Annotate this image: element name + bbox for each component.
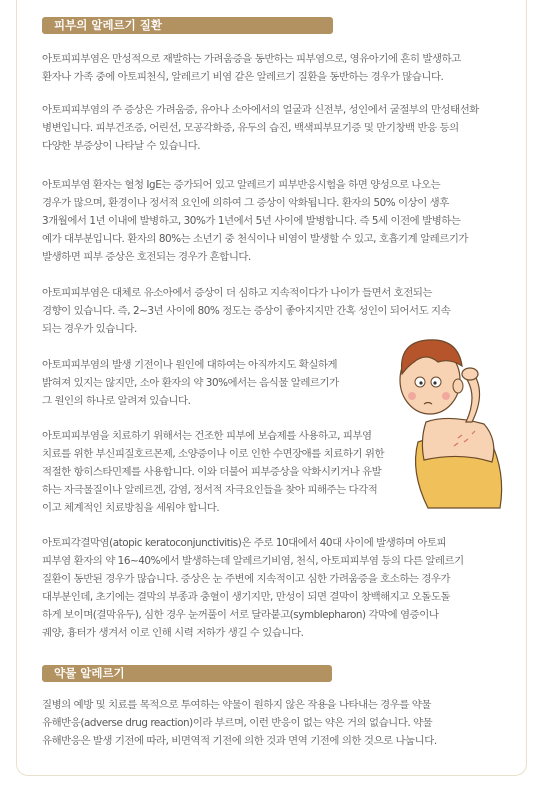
section-title: 약물 알레르기: [54, 666, 125, 680]
text-line: 하는 자극물질이나 알레르겐, 감염, 정서적 자극요인들을 찾아 피해주는 다각적: [42, 484, 378, 496]
text-line: 그 원인의 하나로 알려져 있습니다.: [42, 395, 191, 407]
text-line: 아토피피부염의 발생 기전이나 원인에 대하여는 아직까지도 확실하게: [42, 359, 338, 371]
paragraph: [42, 101, 479, 155]
text-line: 아토피각결막염(atopic keratoconjunctivitis)은 주로 10대에서 40대 사이에 발생하며 아토피: [42, 537, 447, 549]
text-line: 질병의 예방 및 치료를 목적으로 투여하는 약물이 원하지 않은 작용을 나타내는 경우를 약물: [42, 699, 431, 711]
text-line: 피부염 환자의 약 16~40%에서 발생하는데 알레르기비염, 천식, 아토피피부염 등의 다른 알레르기: [42, 555, 464, 567]
scratching-boy-illustration: [388, 322, 508, 512]
text-line: 3개월에서 1년 이내에 발병하고, 30%가 1년에서 5년 사이에 발병합니다. 즉 5세 이전에 발병하는: [42, 215, 461, 227]
text-line: 하게 보이며(결막유두), 심한 경우 눈꺼풀이 서로 달라붙고(symblepharon) 각막에 염증이나: [42, 609, 439, 621]
paragraph: [42, 696, 437, 750]
text-line: 되는 경우가 있습니다.: [42, 323, 137, 335]
boy-arm: [466, 374, 480, 422]
text-line: 치료를 위한 부신피질호르몬제, 소양증이나 이로 인한 수면장애를 치료하기 위한: [42, 448, 385, 460]
paragraph: [42, 356, 339, 410]
boy-hand: [462, 368, 478, 380]
text-line: 예가 대부분입니다. 환자의 80%는 소년기 중 천식이나 비염이 발생할 수 있고, 호흡기계 알레르기가: [42, 233, 469, 245]
text-line: 유해반응은 발생 기전에 따라, 비면역적 기전에 의한 것과 면역 기전에 의한 것으로 나눕니다.: [42, 735, 437, 747]
text-line: 궤양, 흉터가 생겨서 이로 인해 시력 저하가 생길 수 있습니다.: [42, 627, 304, 639]
text-line: 병변입니다. 피부건조증, 어린선, 모공각화증, 유두의 습진, 백색피부묘기증 및 만기창백 반응 등의: [42, 122, 459, 134]
text-line: 아토피피부염을 치료하기 위해서는 건조한 피부에 보습제를 사용하고, 피부염: [42, 430, 372, 442]
text-line: 아토피피부염은 대체로 유소아에서 증상이 더 심하고 지속적이다가 나이가 들면서 호전되는: [42, 287, 432, 299]
paragraph: [42, 534, 464, 642]
text-line: 아토피피부염은 만성적으로 재발하는 가려움증을 동반하는 피부염으로, 영유아기에 흔히 발생하고: [42, 53, 461, 65]
paragraph: [42, 50, 461, 86]
text-line: 질환이 동반된 경우가 많습니다. 증상은 눈 주변에 지속적이고 심한 가려움증을 호소하는 경우가: [42, 573, 451, 585]
text-line: 환자나 가족 중에 아토피천식, 알레르기 비염 같은 알레르기 질환을 동반하는 경우가 많습니다.: [42, 71, 444, 83]
boy-ear: [453, 379, 463, 393]
section-title: 피부의 알레르기 질환: [54, 18, 162, 32]
text-line: 경우가 많으며, 환경이나 정서적 요인에 의하여 그 증상이 악화됩니다. 환자의 50% 이상이 생후: [42, 197, 449, 209]
text-line: 적절한 항히스타민제를 사용합니다. 이와 더불어 피부증상을 악화시키거나 유발: [42, 466, 382, 478]
boy-back: [422, 418, 493, 462]
section-header-skin-allergy: [42, 17, 333, 34]
section-header-drug-allergy: [42, 665, 332, 682]
text-line: 대부분인데, 초기에는 결막의 부종과 충혈이 생기지만, 만성이 되면 결막이 창백해지고 오돌도돌: [42, 591, 451, 603]
text-line: 이고 체계적인 치료방침을 세워야 합니다.: [42, 502, 220, 514]
paragraph: [42, 427, 384, 517]
text-line: 발생하면 피부 증상은 호전되는 경우가 흔합니다.: [42, 251, 251, 263]
paragraph: [42, 176, 468, 266]
text-line: 다양한 부증상이 나타날 수 있습니다.: [42, 140, 201, 152]
text-line: 아토피부염 환자는 혈청 IgE는 증가되어 있고 알레르기 피부반응시험을 하면 양성으로 나오는: [42, 179, 441, 191]
text-line: 아토피피부염의 주 증상은 가려움증, 유아나 소아에서의 얼굴과 신전부, 성인에서 굴절부의 만성태선화: [42, 104, 479, 116]
text-line: 밝혀져 있지는 않지만, 소아 환자의 약 30%에서는 음식물 알레르기가: [42, 377, 339, 389]
boy-cheek: [408, 392, 416, 400]
text-line: 유해반응(adverse drug reaction)이라 부르며, 이런 반응이 없는 약은 거의 없습니다. 약물: [42, 717, 433, 729]
text-line: 경향이 있습니다. 즉, 2~3년 사이에 80% 정도는 증상이 좋아지지만 간혹 성인이 되어서도 지속: [42, 305, 451, 317]
boy-cheek: [442, 392, 450, 400]
